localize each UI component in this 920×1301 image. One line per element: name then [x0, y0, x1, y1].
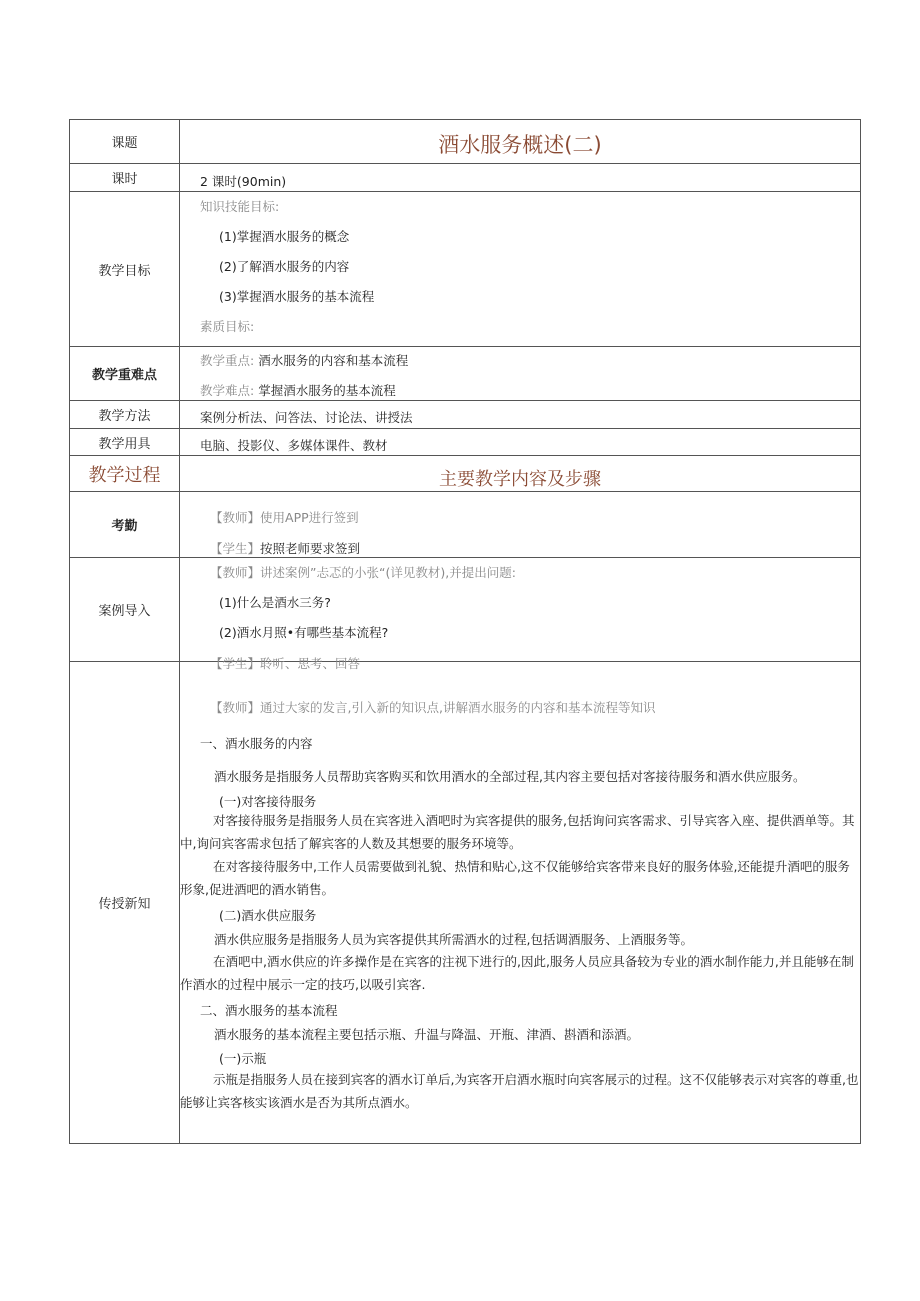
- subsection-heading: (一)示瓶: [219, 1051, 267, 1066]
- label-topic: 课题: [111, 136, 138, 151]
- teacher-text: 讲述案例”忐忑的小张“(详见教材),并提出问题:: [260, 565, 516, 580]
- case-question: (2)酒水月照•有哪些基本流程?: [219, 625, 389, 640]
- subsection-heading: (一)对客接待服务: [219, 794, 317, 809]
- row-divider: [69, 400, 861, 401]
- goal-item: (3)掌握酒水服务的基本流程: [219, 289, 375, 304]
- label-case-intro: 案例导入: [98, 604, 151, 619]
- paragraph: 酒水供应服务是指服务人员为宾客提供其所需酒水的过程,包括调酒服务、上酒服务等。: [214, 932, 693, 947]
- process-header: 主要教学内容及步骤: [439, 469, 601, 490]
- teaching-focus: [200, 351, 408, 369]
- case-student-text: 【学生】聆听、思考、回答: [210, 656, 361, 671]
- teaching-difficulty: [200, 381, 396, 399]
- section-heading: 二、酒水服务的基本流程: [200, 1003, 338, 1018]
- teacher-text: 通过大家的发言,引入新的知识点,讲解酒水服务的内容和基本流程等知识: [260, 700, 656, 715]
- label-attendance: 考勤: [111, 519, 138, 534]
- section-heading: 一、酒水服务的内容: [200, 736, 313, 751]
- quality-goal-heading: 素质目标:: [200, 319, 255, 334]
- goal-item: (2)了解酒水服务的内容: [219, 259, 350, 274]
- teacher-tag: 【教师】: [210, 700, 261, 715]
- label-new-knowledge: 传授新知: [98, 897, 151, 912]
- row-divider: [69, 346, 861, 347]
- case-teacher: [210, 563, 516, 581]
- case-student-cut: [200, 654, 500, 671]
- paragraph: 对客接待服务是指服务人员在宾客进入酒吧时为宾客提供的服务,包括询问宾客需求、引导宾客入座、提供酒单等。其中,询问宾客需求包括了解宾客的人数及其想要的服务环境等。: [180, 813, 855, 851]
- teacher-text: 使用APP进行签到: [260, 510, 359, 525]
- label-tools: 教学用具: [98, 436, 151, 452]
- paragraph: 酒水服务的基本流程主要包括示瓶、升温与降温、开瓶、津酒、斟酒和添酒。: [214, 1027, 640, 1042]
- case-question: (1)什么是酒水三务?: [219, 595, 331, 610]
- paragraph: 酒水服务是指服务人员帮助宾客购买和饮用酒水的全部过程,其内容主要包括对客接待服务和酒水供应服务。: [214, 769, 806, 784]
- attendance-student: [210, 539, 360, 557]
- paragraph: 示瓶是指服务人员在接到宾客的酒水订单后,为宾客开启酒水瓶时向宾客展示的过程。这不仅能够表示对宾客的尊重,也能够让宾客核实该酒水是否为其所点酒水。: [180, 1072, 859, 1110]
- row-divider: [69, 661, 861, 662]
- label-key-points: 教学重难点: [91, 368, 157, 383]
- page-title: 酒水服务概述(二): [438, 133, 602, 157]
- row-divider: [69, 163, 861, 164]
- label-process: 教学过程: [88, 464, 161, 486]
- paragraph: 在对客接待服务中,工作人员需要做到礼貌、热情和贴心,这不仅能够给宾客带来良好的服务体验,还能提升酒吧的服务形象,促进酒吧的酒水销售。: [180, 859, 850, 897]
- tools-value: 电脑、投影仪、多媒体课件、教材: [200, 438, 388, 453]
- label-goals: 教学目标: [98, 263, 151, 279]
- methods-value: 案例分析法、问答法、讨论法、讲授法: [200, 410, 413, 425]
- focus-text: 酒水服务的内容和基本流程: [258, 353, 409, 368]
- difficulty-label: 教学难点:: [200, 383, 255, 398]
- label-hours: 课时: [111, 172, 138, 187]
- row-divider: [69, 455, 861, 456]
- row-divider: [69, 557, 861, 558]
- knowledge-goal-heading: 知识技能目标:: [200, 199, 280, 214]
- student-tag: 【学生】: [210, 541, 261, 556]
- teacher-tag: 【教师】: [210, 510, 261, 525]
- row-divider: [69, 491, 861, 492]
- student-text: 按照老师要求签到: [260, 541, 361, 556]
- row-divider: [69, 428, 861, 429]
- hours-value: 2 课时(90min): [200, 174, 287, 189]
- nk-teacher: [210, 698, 655, 716]
- paragraph: 在酒吧中,酒水供应的许多操作是在宾客的注视下进行的,因此,服务人员应具备较为专业的酒水制作能力,并且能够在制作酒水的过程中展示一定的技巧,以吸引宾客.: [180, 954, 854, 992]
- teacher-tag: 【教师】: [210, 565, 261, 580]
- subsection-heading: (二)酒水供应服务: [219, 908, 317, 923]
- row-divider: [69, 191, 861, 192]
- label-methods: 教学方法: [98, 409, 151, 424]
- attendance-teacher: [210, 508, 359, 526]
- difficulty-text: 掌握酒水服务的基本流程: [258, 383, 396, 398]
- goal-item: (1)掌握酒水服务的概念: [219, 229, 350, 244]
- focus-label: 教学重点:: [200, 353, 255, 368]
